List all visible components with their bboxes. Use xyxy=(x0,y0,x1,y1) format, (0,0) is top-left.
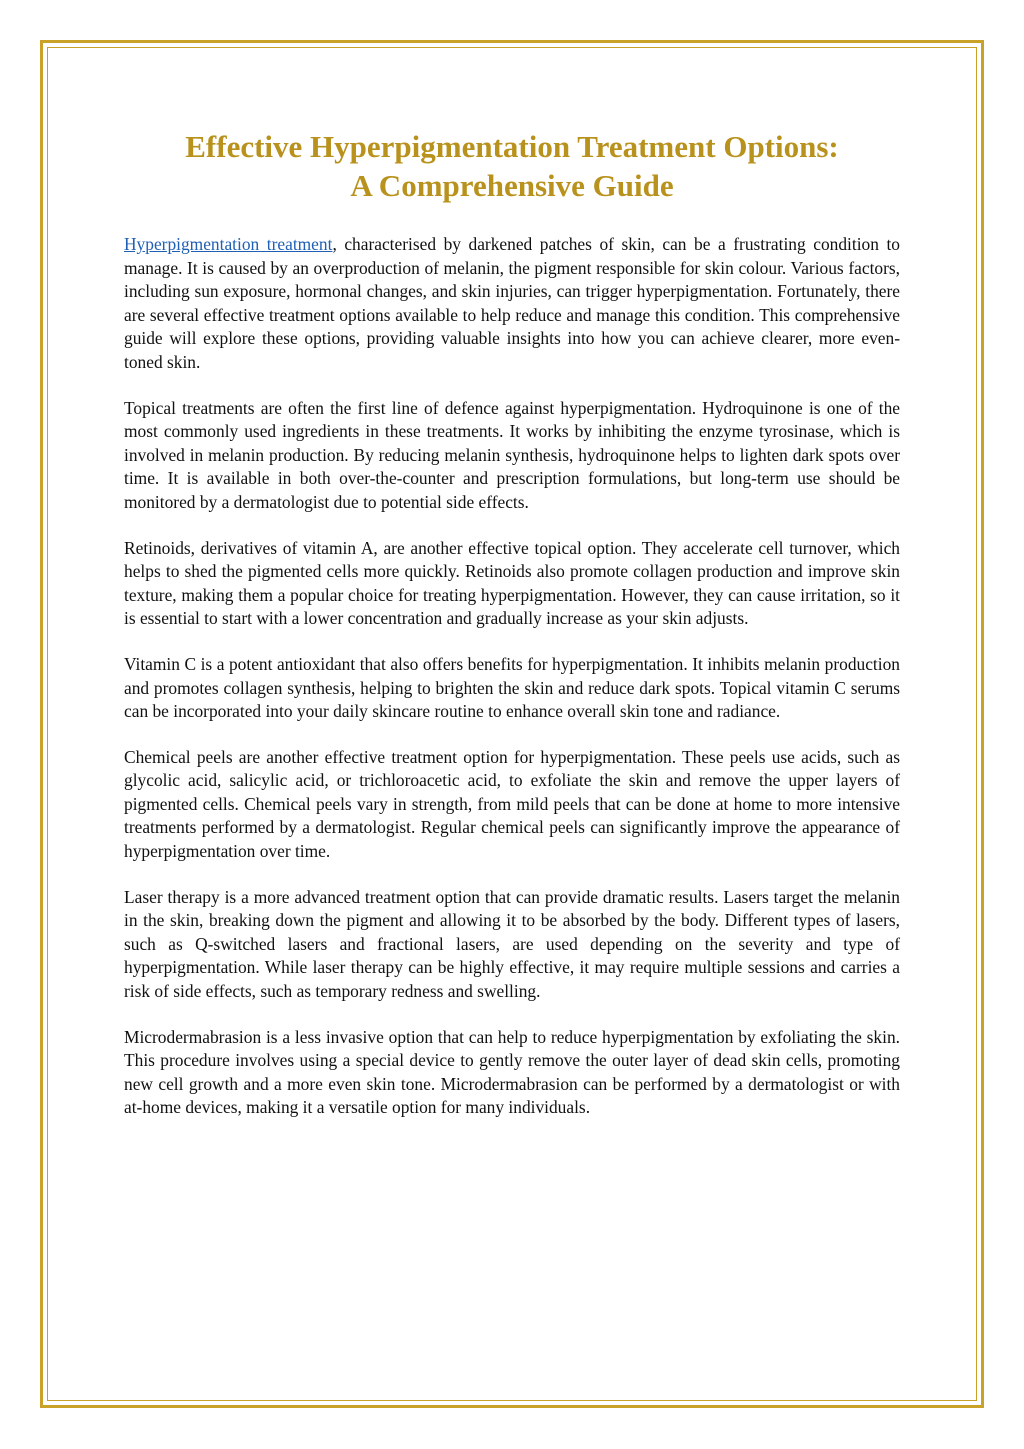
document-title xyxy=(124,127,900,205)
paragraph-retinoids: Retinoids, derivatives of vitamin A, are another effective topical option. They accelerate cell turnover, which helps to shed the pigmented cells more quickly. Retinoids also promote collagen production and improve skin texture, making them a popular choice for treating hyperpigmentation. However, they can cause irritation, so it is essential to start with a lower concentration and gradually increase as your skin adjusts. xyxy=(124,537,900,629)
intro-paragraph-text: , characterised by darkened patches of skin, can be a frustrating condition to manage. It is caused by an overproduction of melanin, the pigment responsible for skin colour. Various factors, including sun exposure, hormonal changes, and skin injuries, can trigger hyperpigmentation. Fortunately, there are several effective treatment options available to help reduce and manage this condition. This comprehensive guide will explore these options, providing valuable insights into how you can achieve clearer, more even-toned skin. xyxy=(124,234,900,372)
title-line-1: Effective Hyperpigmentation Treatment Options: xyxy=(185,129,839,164)
paragraph-vitamin-c: Vitamin C is a potent antioxidant that also offers benefits for hyperpigmentation. It inhibits melanin production and promotes collagen synthesis, helping to brighten the skin and reduce dark spots. Topical vitamin C serums can be incorporated into your daily skincare routine to enhance overall skin tone and radiance. xyxy=(124,653,900,722)
hyperpigmentation-treatment-link[interactable]: Hyperpigmentation treatment xyxy=(124,234,333,254)
document-body xyxy=(124,233,900,1120)
paragraph-laser-therapy: Laser therapy is a more advanced treatment option that can provide dramatic results. Lasers target the melanin in the skin, breaking down the pigment and allowing it to be absorbed by the body. Different types of lasers, such as Q-switched lasers and fractional lasers, are used depending on the severity and type of hyperpigmentation. While laser therapy can be highly effective, it may require multiple sessions and carries a risk of side effects, such as temporary redness and swelling. xyxy=(124,886,900,1002)
intro-paragraph xyxy=(124,233,900,375)
title-line-2: A Comprehensive Guide xyxy=(350,168,674,203)
paragraph-topical-treatments: Topical treatments are often the first line of defence against hyperpigmentation. Hydroquinone is one of the most commonly used ingredients in these treatments. It works by inhibiting the enzyme tyrosinase, which is involved in melanin production. By reducing melanin synthesis, hydroquinone helps to lighten dark spots over time. It is available in both over-the-counter and prescription formulations, but long-term use should be monitored by a dermatologist due to potential side effects. xyxy=(124,397,900,512)
document-content xyxy=(124,127,900,1142)
paragraph-chemical-peels: Chemical peels are another effective treatment option for hyperpigmentation. These peels use acids, such as glycolic acid, salicylic acid, or trichloroacetic acid, to exfoliate the skin and remove the upper layers of pigmented cells. Chemical peels vary in strength, from mild peels that can be done at home to more intensive treatments performed by a dermatologist. Regular chemical peels can significantly improve the appearance of hyperpigmentation over time. xyxy=(124,746,900,862)
paragraph-microdermabrasion: Microdermabrasion is a less invasive option that can help to reduce hyperpigmentation by exfoliating the skin. This procedure involves using a special device to gently remove the outer layer of dead skin cells, promoting new cell growth and a more even skin tone. Microdermabrasion can be performed by a dermatologist or with at-home devices, making it a versatile option for many individuals. xyxy=(124,1026,900,1118)
